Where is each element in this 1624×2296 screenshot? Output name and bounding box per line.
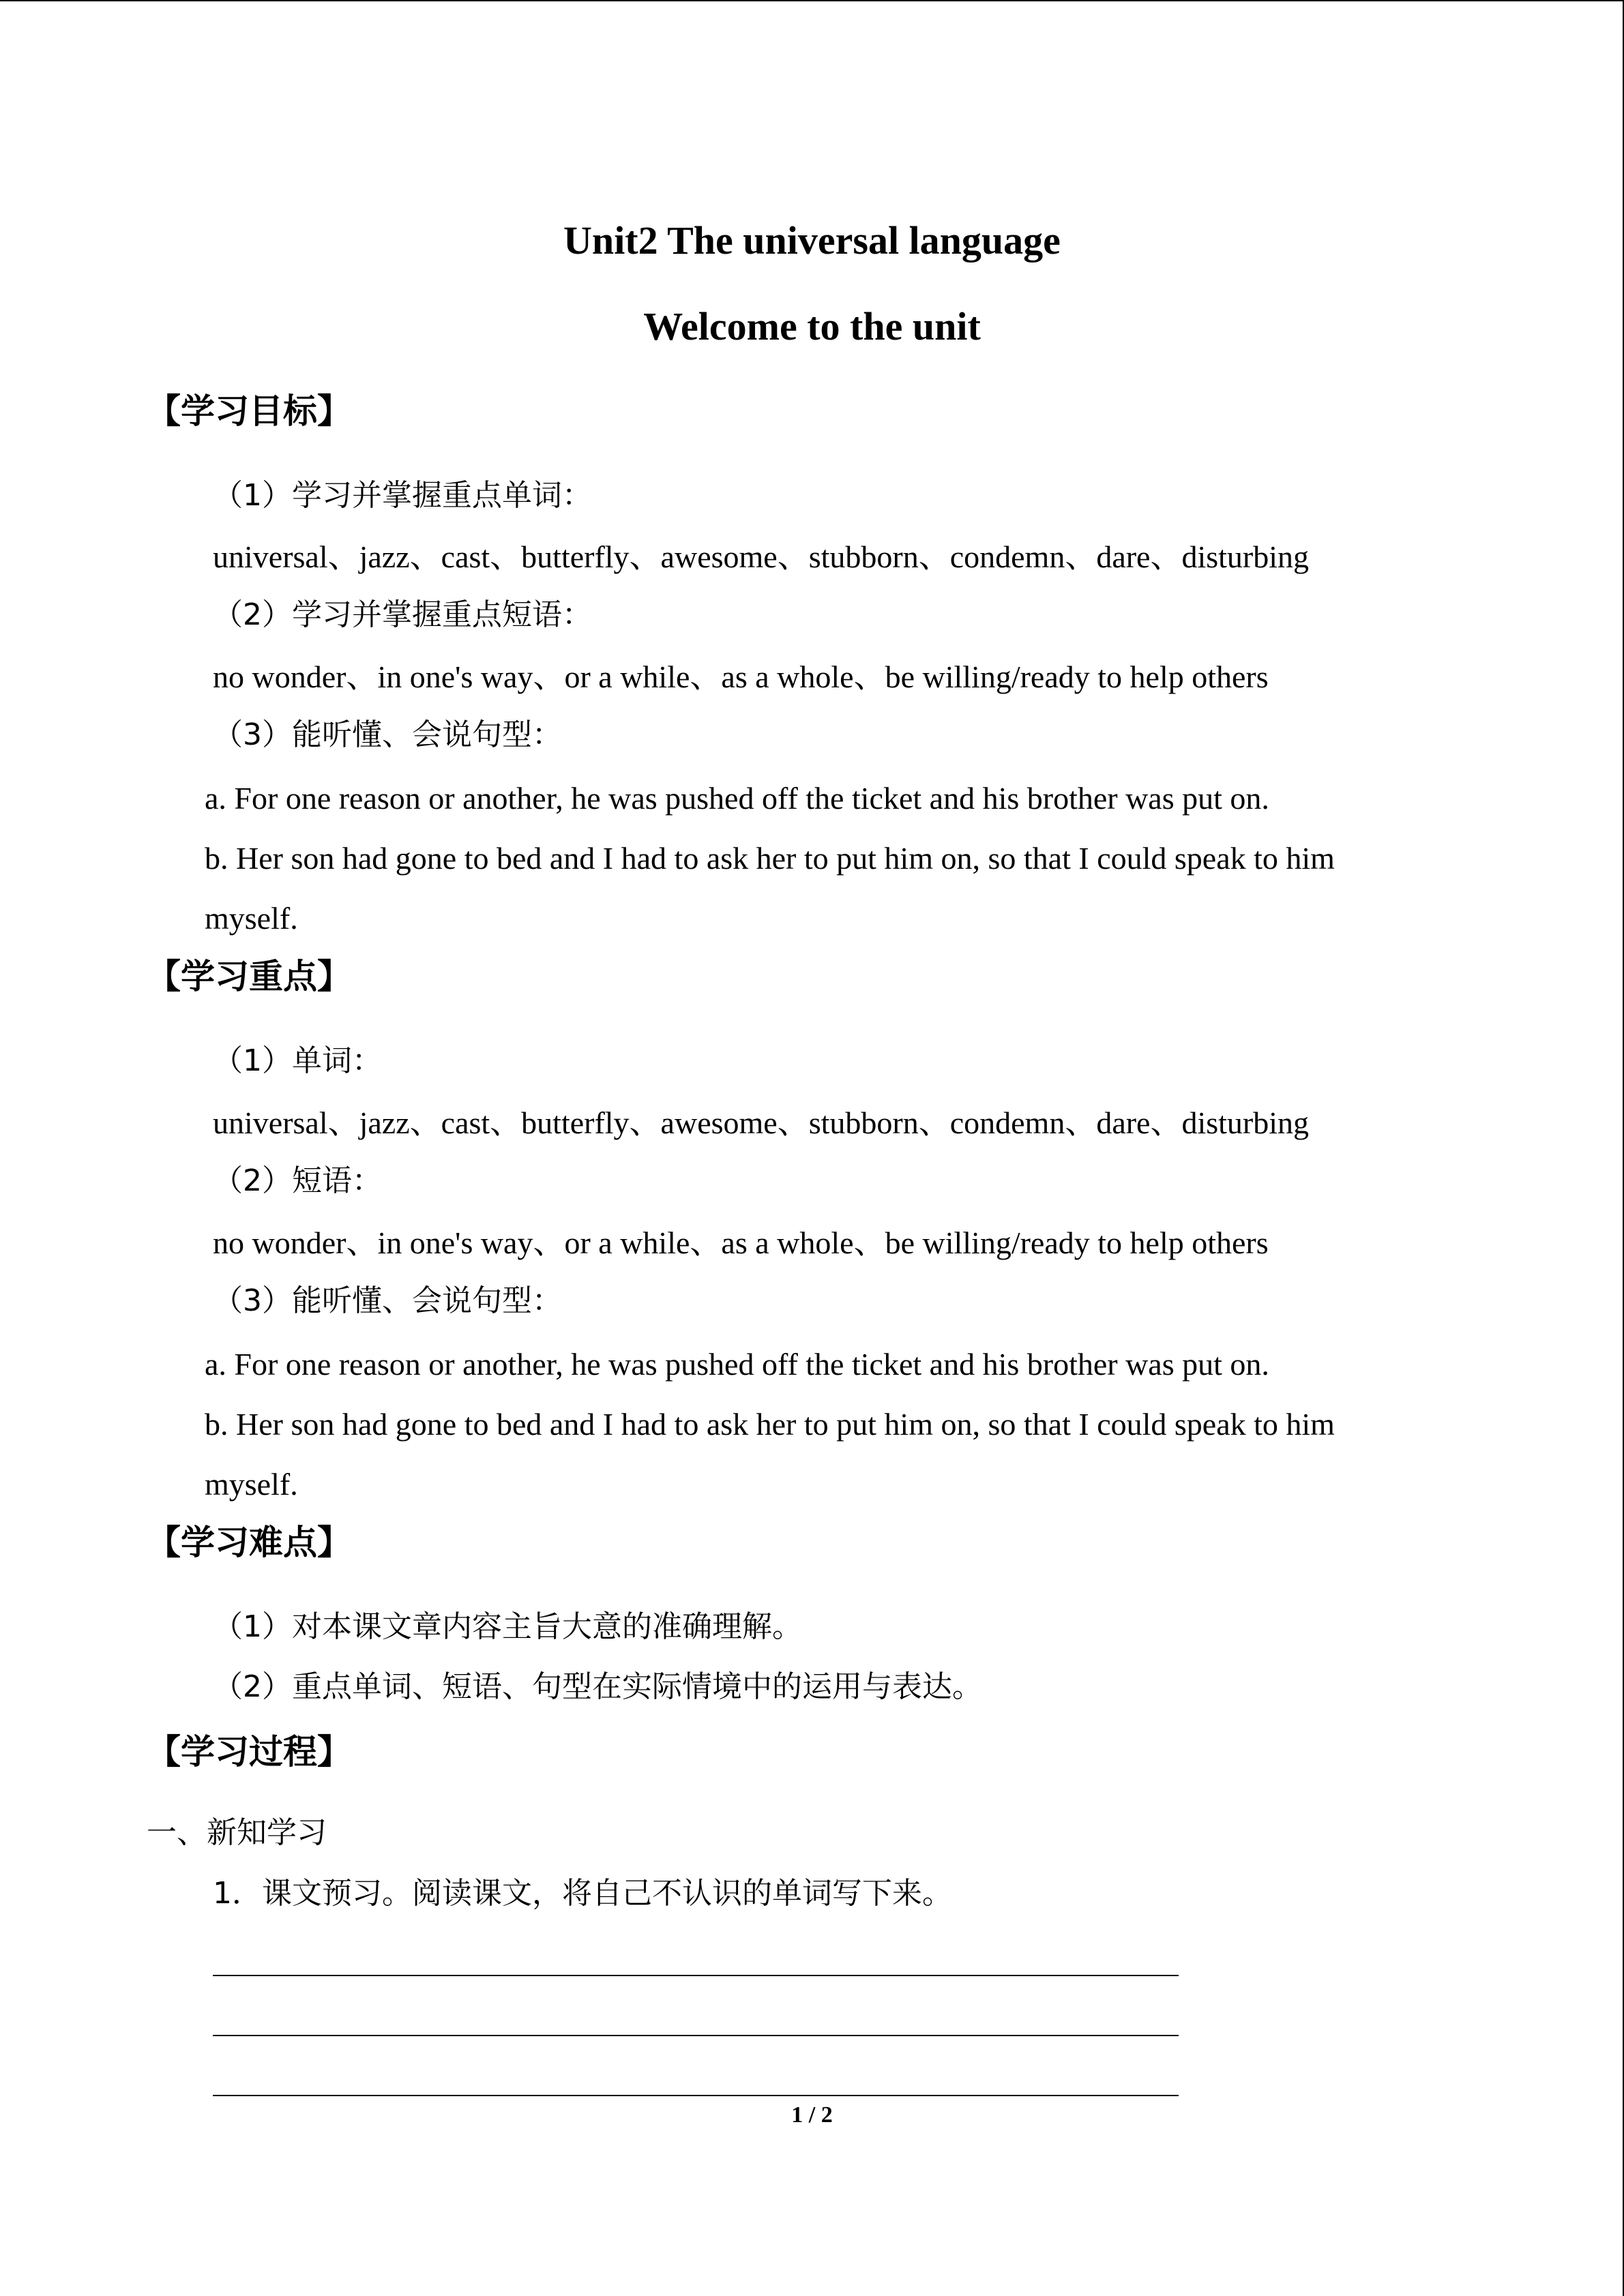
document-title: Unit2 The universal language [563,218,1061,263]
page-number: 1 / 2 [791,2102,833,2128]
key-points-item2-phrases: no wonder、in one's way、or a while、as a whole、be willing/ready to help others [213,1225,1269,1260]
objectives-item2-label: （2）学习并掌握重点短语： [213,597,592,632]
key-points-item2-label: （2）短语： [213,1163,382,1198]
section-heading-process: 【学习过程】 [147,1732,351,1772]
difficulties-item2: （2）重点单词、短语、句型在实际情境中的运用与表达。 [213,1669,982,1704]
key-points-sentence-b-line1: b. Her son had gone to bed and I had to ask her to put him on, so that I could speak to him [205,1407,1335,1442]
key-points-sentence-b-line2: myself. [205,1467,298,1502]
key-points-item3-label: （3）能听懂、会说句型： [213,1283,562,1318]
answer-blank-line-3[interactable] [213,2095,1179,2096]
answer-blank-line-1[interactable] [213,1975,1179,1976]
key-points-item1-label: （1）单词： [213,1043,382,1078]
process-task1: 1．课文预习。阅读课文，将自己不认识的单词写下来。 [213,1876,952,1911]
answer-blank-line-2[interactable] [213,2035,1179,2036]
difficulties-item1: （1）对本课文章内容主旨大意的准确理解。 [213,1609,802,1644]
key-points-sentence-a: a. For one reason or another, he was pushed off the ticket and his brother was put on. [205,1347,1269,1382]
process-part1-title: 一、新知学习 [147,1815,327,1850]
objectives-sentence-a: a. For one reason or another, he was pushed off the ticket and his brother was put on. [205,781,1269,816]
objectives-item3-label: （3）能听懂、会说句型： [213,717,562,752]
objectives-item2-phrases: no wonder、in one's way、or a while、as a whole、be willing/ready to help others [213,659,1269,694]
key-points-item1-words: universal、jazz、cast、butterfly、awesome、stubborn、condemn、dare、disturbing [213,1105,1310,1140]
objectives-item1-label: （1）学习并掌握重点单词： [213,478,592,513]
section-heading-objectives: 【学习目标】 [147,391,351,431]
section-heading-difficulties: 【学习难点】 [147,1523,351,1562]
objectives-sentence-b-line2: myself. [205,901,298,936]
document-subtitle: Welcome to the unit [643,304,981,348]
objectives-item1-words: universal、jazz、cast、butterfly、awesome、stubborn、condemn、dare、disturbing [213,539,1310,574]
section-heading-key-points: 【学习重点】 [147,957,351,996]
objectives-sentence-b-line1: b. Her son had gone to bed and I had to ask her to put him on, so that I could speak to him [205,841,1335,876]
